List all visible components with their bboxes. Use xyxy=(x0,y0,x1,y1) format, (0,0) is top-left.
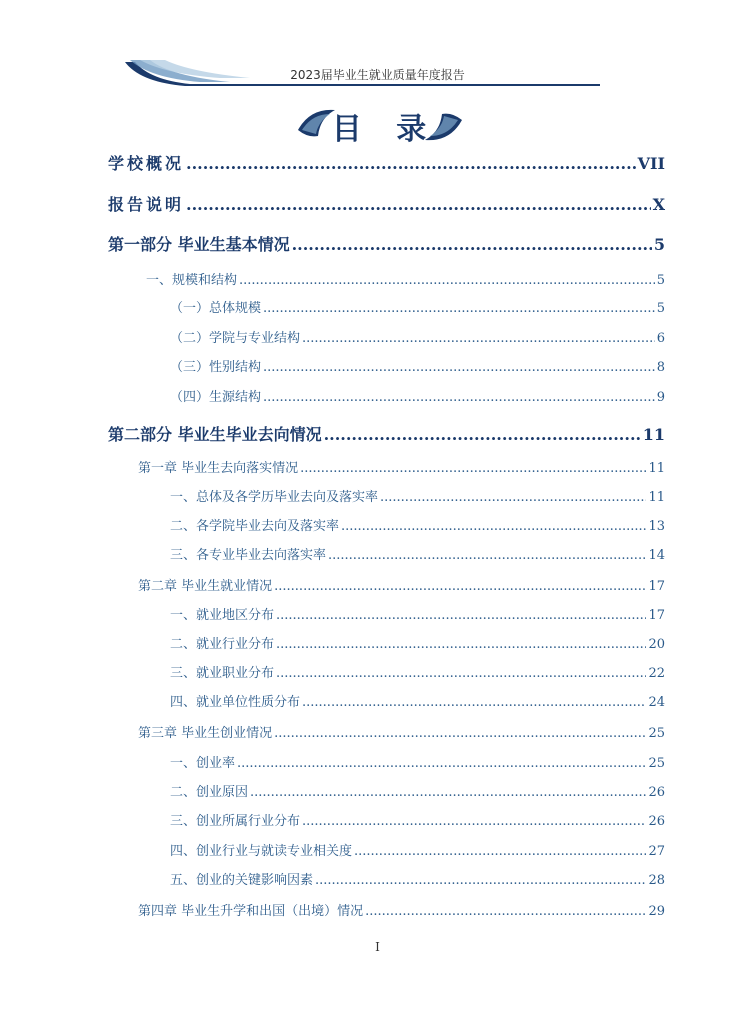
toc-entry[interactable] xyxy=(170,297,665,316)
toc-entry-label: 一、就业地区分布 xyxy=(170,608,275,623)
toc-entry-label: 四、就业单位性质分布 xyxy=(170,695,301,710)
toc-leader-dots xyxy=(263,390,655,405)
toc-entry-label: 报告说明 xyxy=(108,195,185,214)
toc-entry[interactable] xyxy=(170,486,665,505)
toc-entry-page: 17 xyxy=(648,608,665,623)
toc-entry-page: 6 xyxy=(656,331,665,346)
toc-entry[interactable] xyxy=(170,869,665,888)
toc-entry-label: 第二部分 毕业生毕业去向情况 xyxy=(108,425,322,444)
toc-entry-page: 20 xyxy=(648,637,665,652)
toc-entry[interactable] xyxy=(108,232,665,255)
toc-leader-dots xyxy=(274,579,646,594)
toc-entry-label: 第一章 毕业生去向落实情况 xyxy=(138,461,299,476)
toc-entry[interactable] xyxy=(108,422,665,445)
toc-entry-label: 二、创业原因 xyxy=(170,785,249,800)
toc-leader-dots xyxy=(341,519,646,534)
toc-entry[interactable] xyxy=(170,840,665,859)
toc-entry-label: （二）学院与专业结构 xyxy=(170,331,301,346)
toc-entry-label: （四）生源结构 xyxy=(170,390,262,405)
toc-entry-label: （一）总体规模 xyxy=(170,301,262,316)
toc-entry-label: 第一部分 毕业生基本情况 xyxy=(108,235,290,254)
toc-entry-page: 11 xyxy=(648,461,665,476)
toc-leader-dots xyxy=(315,873,646,888)
toc-entry-label: 五、创业的关键影响因素 xyxy=(170,873,314,888)
toc-title xyxy=(290,100,470,148)
toc-entry-label: 一、总体及各学历毕业去向及落实率 xyxy=(170,490,379,505)
toc-leader-dots xyxy=(354,844,646,859)
toc-leader-dots xyxy=(250,785,646,800)
toc-entry-label: 一、创业率 xyxy=(170,756,236,771)
header-wave-decoration xyxy=(0,0,755,100)
toc-entry-label: 三、就业职业分布 xyxy=(170,666,275,681)
toc-entry-page: 24 xyxy=(648,695,665,710)
toc-leader-dots xyxy=(276,637,646,652)
toc-leader-dots xyxy=(365,904,646,919)
toc-entry[interactable] xyxy=(170,810,665,829)
toc-entry[interactable] xyxy=(108,151,665,174)
toc-leader-dots xyxy=(239,273,655,288)
toc-leader-dots xyxy=(276,666,646,681)
toc-entry-label: 第二章 毕业生就业情况 xyxy=(138,579,273,594)
toc-entry[interactable] xyxy=(170,662,665,681)
toc-entry-page: 5 xyxy=(653,235,665,254)
toc-entry[interactable] xyxy=(138,722,665,741)
toc-entry-page: 9 xyxy=(656,390,665,405)
toc-entry-page: 11 xyxy=(648,490,665,505)
toc-entry-page: 26 xyxy=(648,785,665,800)
toc-entry[interactable] xyxy=(170,544,665,563)
toc-entry-label: 第四章 毕业生升学和出国（出境）情况 xyxy=(138,904,364,919)
toc-entry-label: 二、就业行业分布 xyxy=(170,637,275,652)
toc-leader-dots xyxy=(186,195,651,214)
toc-entry-page: X xyxy=(652,195,665,214)
header-title: 2023届毕业生就业质量年度报告 xyxy=(290,68,465,82)
toc-leader-dots xyxy=(274,726,646,741)
toc-entry[interactable] xyxy=(170,691,665,710)
toc-entry[interactable] xyxy=(170,515,665,534)
toc-entry[interactable] xyxy=(170,604,665,623)
toc-entry[interactable] xyxy=(170,327,665,346)
toc-entry-page: 14 xyxy=(648,548,665,563)
toc-leader-dots xyxy=(300,461,646,476)
toc-leader-dots xyxy=(324,425,641,444)
toc-entry-page: 25 xyxy=(648,756,665,771)
toc-entry[interactable] xyxy=(138,900,665,919)
toc-entry-label: 三、创业所属行业分布 xyxy=(170,814,301,829)
toc-entry[interactable] xyxy=(170,386,665,405)
toc-entry-label: 四、创业行业与就读专业相关度 xyxy=(170,844,353,859)
toc-entry[interactable] xyxy=(170,633,665,652)
toc-leader-dots xyxy=(263,301,655,316)
toc-entry[interactable] xyxy=(108,192,665,215)
toc-entry-page: 27 xyxy=(648,844,665,859)
toc-entry[interactable] xyxy=(138,457,665,476)
toc-entry-label: 三、各专业毕业去向落实率 xyxy=(170,548,327,563)
toc-entry[interactable] xyxy=(170,356,665,375)
toc-entry-page: 26 xyxy=(648,814,665,829)
toc-leader-dots xyxy=(186,154,636,173)
toc-entry[interactable] xyxy=(170,752,665,771)
toc-entry-page: 5 xyxy=(656,273,665,288)
toc-entry[interactable] xyxy=(146,269,665,288)
toc-entry-label: 学校概况 xyxy=(108,154,185,173)
toc-entry-page: 8 xyxy=(656,360,665,375)
page-header xyxy=(0,0,755,100)
toc-leader-dots xyxy=(302,814,646,829)
toc-entry-page: 29 xyxy=(648,904,665,919)
toc-leader-dots xyxy=(328,548,646,563)
toc-entry[interactable] xyxy=(138,575,665,594)
toc-entry-label: 一、规模和结构 xyxy=(146,273,238,288)
toc-leader-dots xyxy=(292,235,652,254)
toc-entry-page: VII xyxy=(637,154,665,173)
toc-leader-dots xyxy=(380,490,646,505)
toc-entry-label: 二、各学院毕业去向及落实率 xyxy=(170,519,340,534)
toc-leader-dots xyxy=(302,695,646,710)
toc-leader-dots xyxy=(237,756,646,771)
toc-entry-page: 28 xyxy=(648,873,665,888)
toc-entry-page: 11 xyxy=(642,425,665,444)
toc-entry-page: 5 xyxy=(656,301,665,316)
toc-entry-page: 13 xyxy=(648,519,665,534)
toc-leader-dots xyxy=(302,331,655,346)
toc-entry-page: 17 xyxy=(648,579,665,594)
page-number: I xyxy=(375,940,380,954)
toc-leader-dots xyxy=(276,608,646,623)
toc-entry-page: 25 xyxy=(648,726,665,741)
toc-entry-label: 第三章 毕业生创业情况 xyxy=(138,726,273,741)
toc-entry-page: 22 xyxy=(648,666,665,681)
toc-entry[interactable] xyxy=(170,781,665,800)
toc-title-text: 目 录 xyxy=(331,112,439,147)
toc-entry-label: （三）性别结构 xyxy=(170,360,262,375)
toc-leader-dots xyxy=(263,360,655,375)
